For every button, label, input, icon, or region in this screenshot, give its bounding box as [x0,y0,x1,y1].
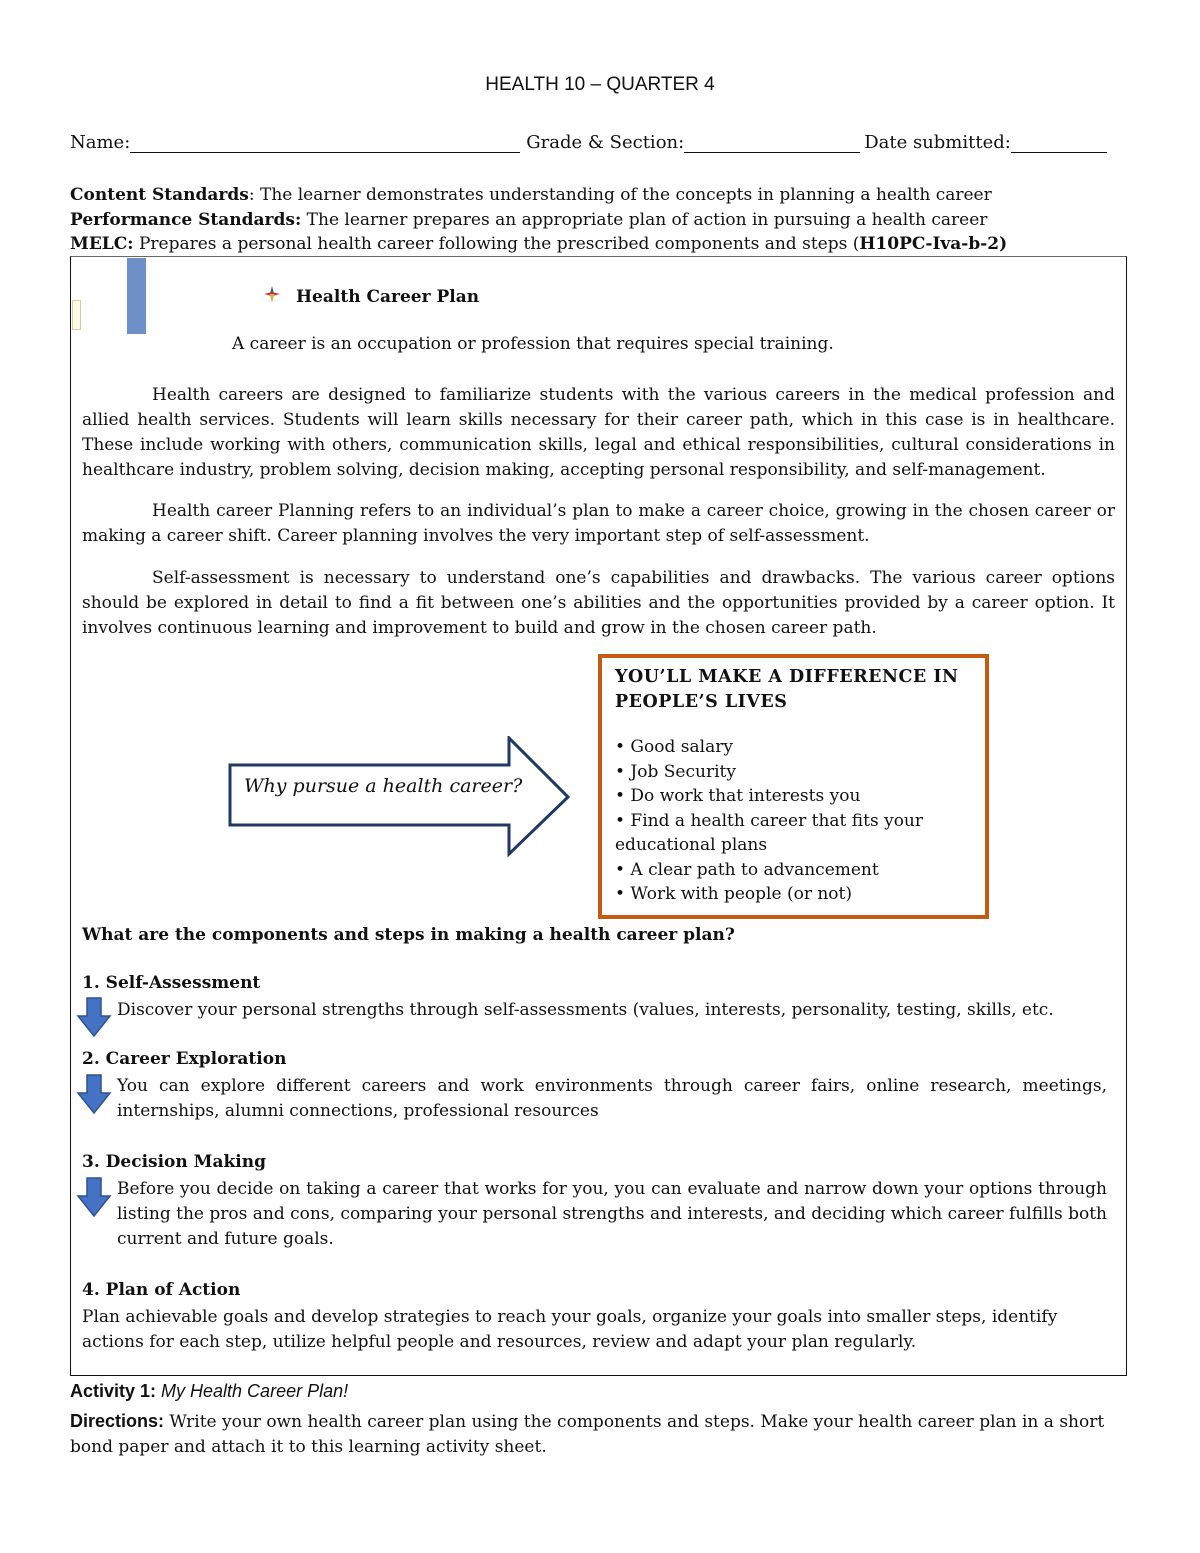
benefit-item: • A clear path to advancement [615,859,879,880]
down-arrow-icon [76,1073,112,1119]
content-standards-text: : The learner demonstrates understanding of the concepts in planning a health career [248,185,992,205]
performance-standards-text: The learner prepares an appropriate plan of action in pursuing a health career [301,210,988,230]
step-text-self-assessment: Discover your personal strengths through self-assessments (values, interests, personality, testing, skills, etc. [117,1000,1054,1020]
paragraph-health-careers: Health careers are designed to familiarize students with the various careers in the medical profession and allied health services. Students will learn skills necessary for their career path, which in this case is in healthcare. These include working with others, communication skills, legal and ethical responsibilities, cultural considerations in healthcare industry, problem solving, decision making, accepting personal responsibility, and self-management. [82,385,1115,480]
benefit-item: • Job Security [615,761,736,782]
benefit-item: • Work with people (or not) [615,884,852,904]
performance-standards [70,208,1130,233]
step-title-plan-of-action: 4. Plan of Action [82,1280,241,1300]
directions-text: Write your own health career plan using the components and steps. Make your health career plan in a short bond paper and attach it to this learning activity sheet. [70,1412,1105,1457]
activity-title [70,1381,348,1402]
page-title: HEALTH 10 – QUARTER 4 [485,74,715,95]
why-question: Why pursue a health career? [244,775,523,797]
paragraph-self-assessment: Self-assessment is necessary to understand one’s capabilities and drawbacks. The various career options should be explored in detail to find a fit between one’s abilities and the opportunities provided by a career option. It involves continuous learning and improvement to build and grow in the chosen career path. [82,568,1115,638]
performance-standards-label: Performance Standards: [70,210,302,230]
benefit-item: • Find a health career that fits your educational plans [615,810,924,855]
step-text-decision-making: Before you decide on taking a career that works for you, you can evaluate and narrow down your options through listing the pros and cons, comparing your personal strengths and interests, and deciding which career fulfills both current and future goals. [117,1179,1107,1249]
activity-name: My Health Career Plan! [161,1381,349,1401]
name-field[interactable] [130,130,520,153]
directions-label: Directions: [70,1411,165,1431]
name-label: Name: [70,132,131,153]
right-arrow-shape [228,736,573,862]
step-title-career-exploration: 2. Career Exploration [82,1049,287,1069]
step-text-career-exploration: You can explore different careers and work environments through career fairs, online research, meetings, internships, alumni connections, professional resources [117,1076,1107,1121]
melc [70,232,1130,257]
content-standards-label: Content Standards [70,185,249,205]
step-title-self-assessment: 1. Self-Assessment [82,973,261,993]
grade-section-label: Grade & Section: [526,132,685,153]
grade-section-field[interactable] [684,130,860,153]
down-arrow-icon [76,1176,112,1222]
student-info-fields [70,130,1118,153]
step-title-decision-making: 3. Decision Making [82,1152,266,1172]
content-standards [70,183,1130,208]
date-submitted-label: Date submitted: [864,132,1011,153]
melc-code: H10PC-Iva-b-2) [859,234,1008,254]
steps-question: What are the components and steps in making a health career plan? [82,925,735,945]
paragraph-career-planning: Health career Planning refers to an individual’s plan to make a career choice, growing in the chosen career or making a career shift. Career planning involves the very important step of self-assessment. [82,501,1115,546]
health-career-plan-heading [262,284,479,309]
decorative-blue-bar [127,258,146,334]
benefits-list [615,735,975,907]
date-submitted-field[interactable] [1011,130,1107,153]
melc-label: MELC: [70,234,134,254]
health-career-plan-title: Health Career Plan [296,286,480,307]
melc-text: Prepares a personal health career following the prescribed components and steps ( [133,234,860,254]
activity-label: Activity 1: [70,1381,162,1401]
benefits-heading: YOU’LL MAKE A DIFFERENCE IN PEOPLE’S LIVES [615,667,959,712]
activity-directions [70,1409,1110,1460]
diamond-bullet-icon [262,284,282,309]
step-text-plan-of-action: Plan achievable goals and develop strategies to reach your goals, organize your goals into smaller steps, identify actions for each step, utilize helpful people and resources, review and adapt your plan regularly. [82,1307,1058,1352]
benefit-item: • Do work that interests you [615,786,861,806]
benefit-item: • Good salary [615,737,733,757]
decorative-tab [72,300,81,330]
down-arrow-icon [76,996,112,1042]
career-definition: A career is an occupation or profession that requires special training. [232,334,834,354]
